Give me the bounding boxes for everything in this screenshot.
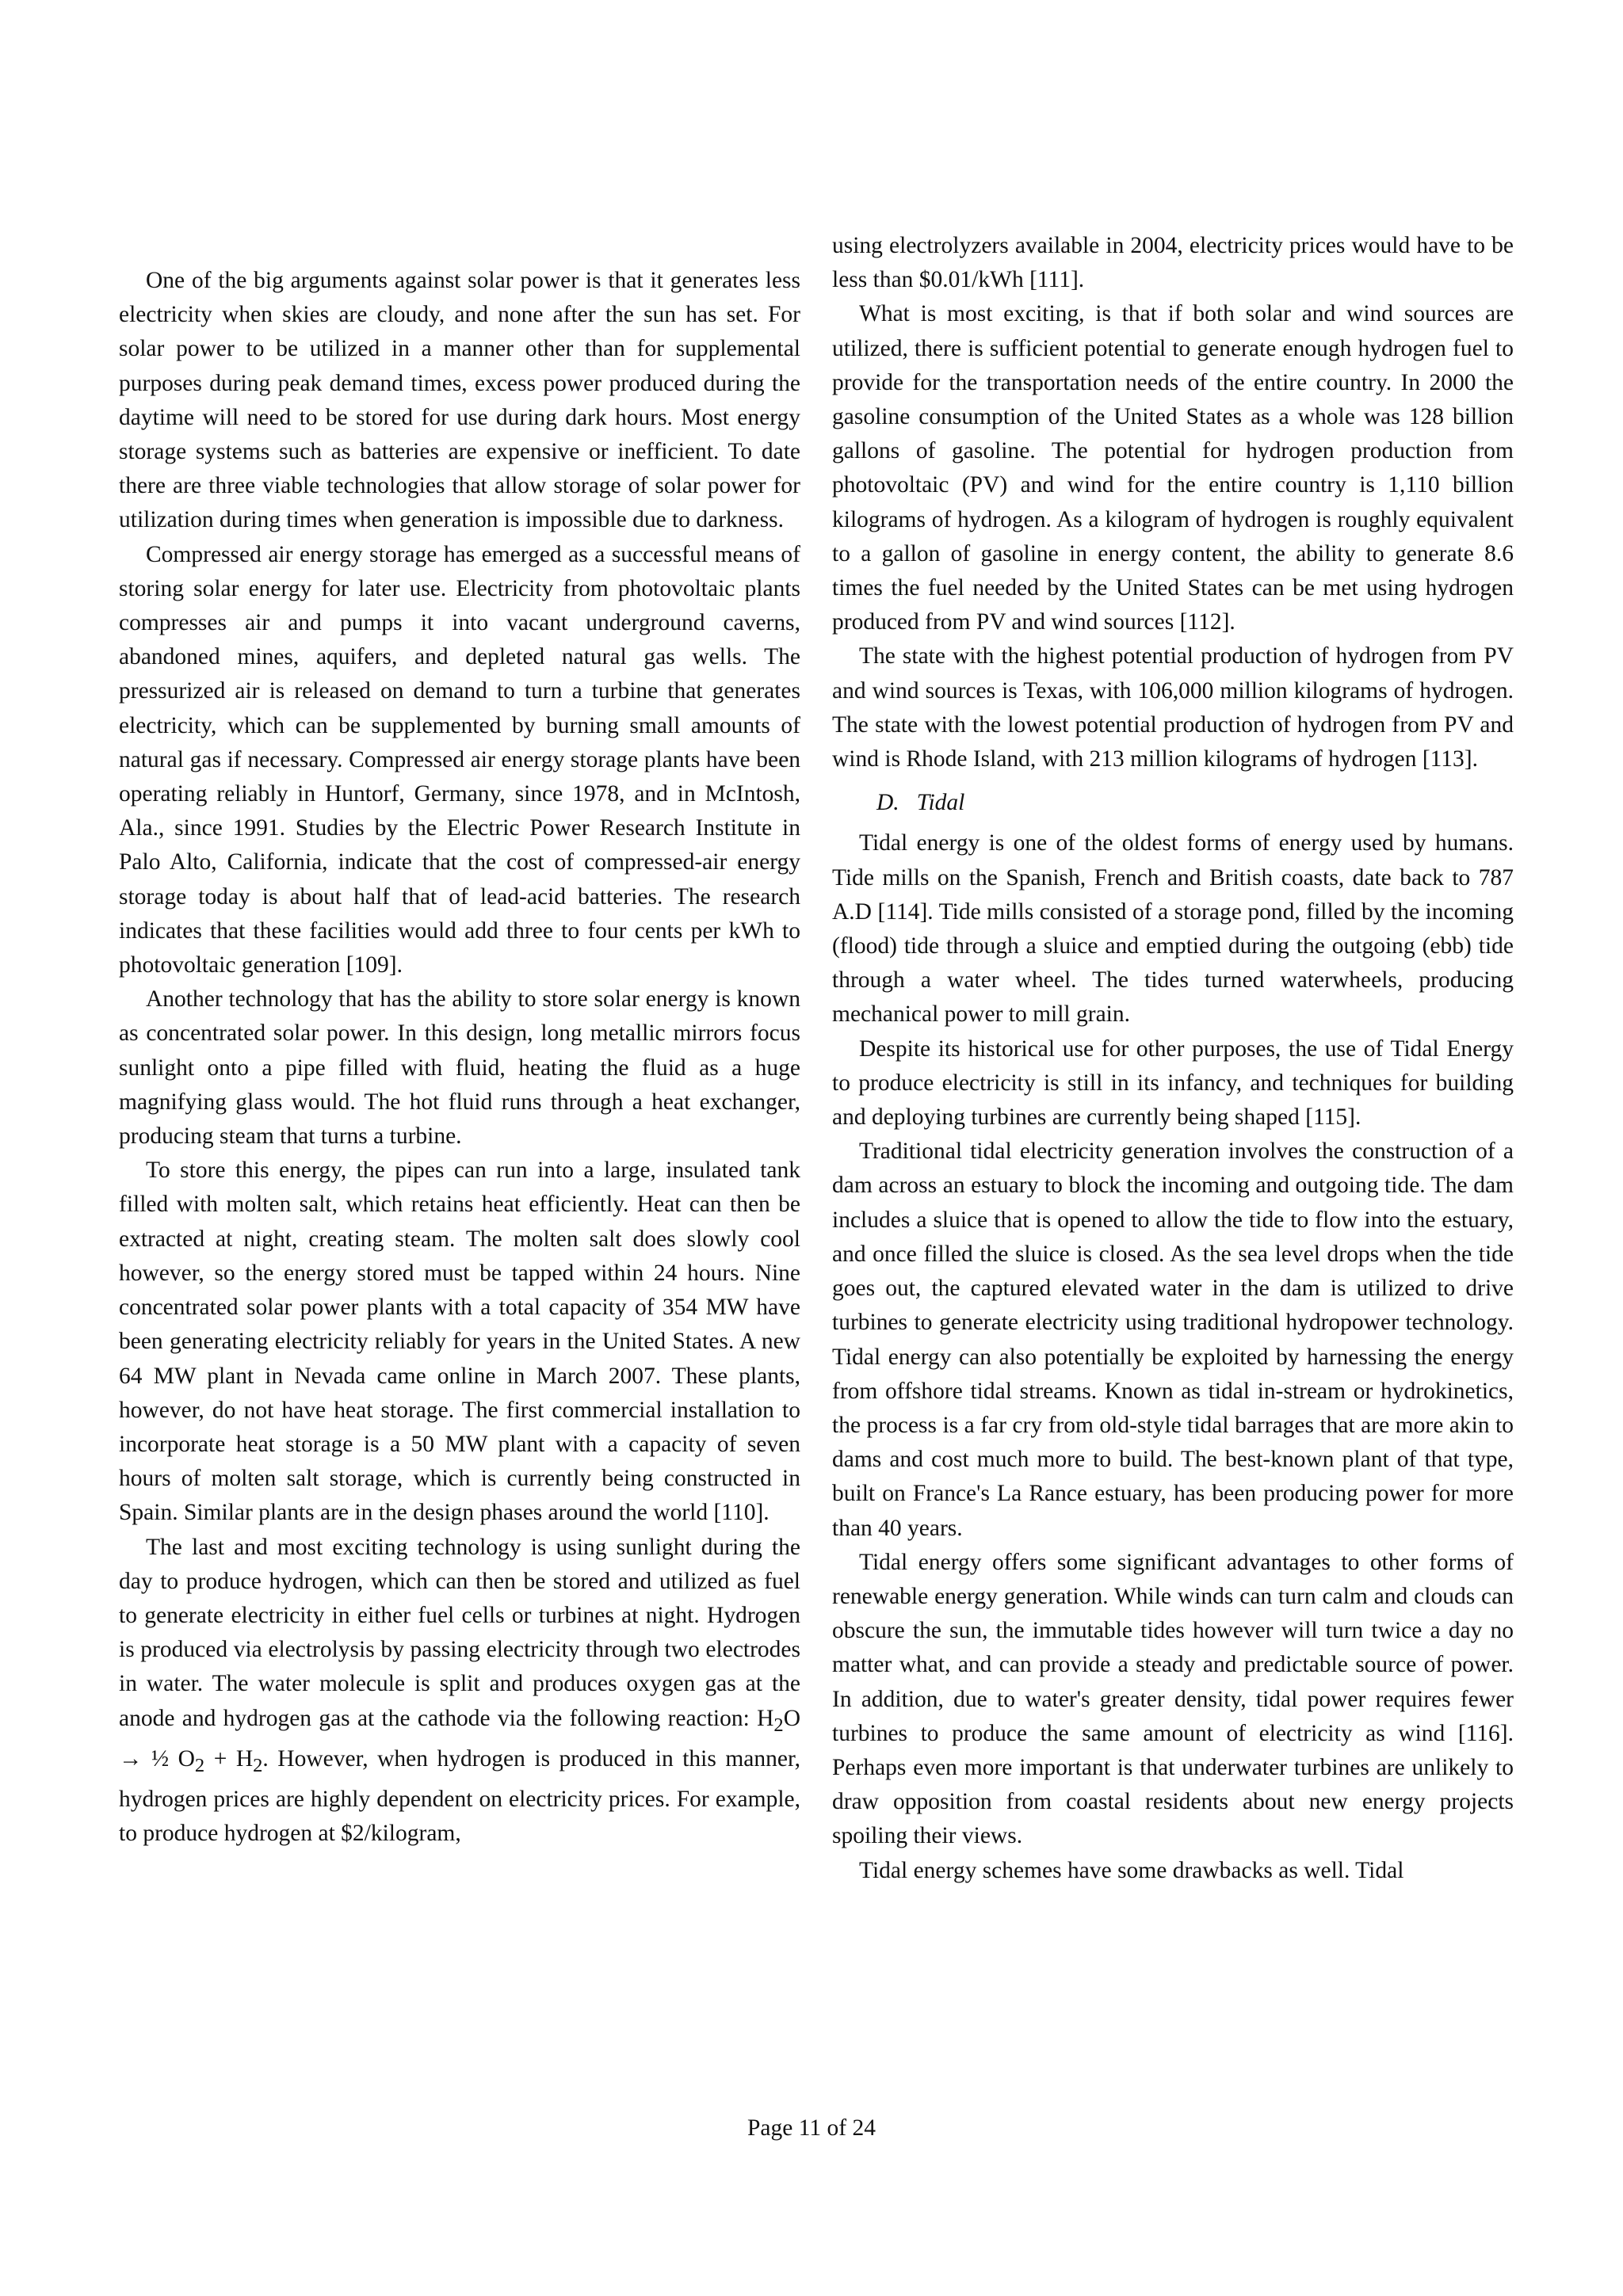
subscript-2: 2 (773, 1714, 784, 1736)
hydrogen-text-4: . However, when hydrogen is produced in this manner, hydrogen prices are highly dependent on electricity prices. For example, to produce hydrogen at $2/kilogram, (119, 1745, 800, 1846)
paragraph-electrolyzer-continued: using electrolyzers available in 2004, electricity prices would have to be less than $0.01/kWh [111]. (832, 233, 1514, 293)
hydrogen-text-3: + H (204, 1745, 254, 1772)
paragraph-tidal-history: Tidal energy is one of the oldest forms of energy used by humans. Tide mills on the Spanish, French and British coasts, date back to 787 A.D [114]. Tide mills consisted of a storage pond, filled by the incoming (flood) tide through a sluice and emptied during the outgoing (ebb) tide through a water wheel. The tides turned waterwheels, producing mechanical power to mill grain. (832, 830, 1514, 1028)
page-number: Page 11 of 24 (747, 2115, 876, 2141)
right-column (832, 229, 1514, 1888)
left-column (119, 264, 800, 1851)
paragraph-tidal-infancy: Despite its historical use for other purposes, the use of Tidal Energy to produce electricity is still in its infancy, and techniques for building and deploying turbines are currently being shaped [115]. (832, 1035, 1514, 1131)
subscript-2: 2 (194, 1754, 205, 1776)
hydrogen-text-1: The last and most exciting technology is using sunlight during the day to produce hydrogen, which can then be stored and utilized as fuel to generate electricity in either fuel cells or turbines at night. Hydrogen is produced via electrolysis by passing electricity through two electrodes in water. The water molecule is split and produces oxygen gas at the anode and hydrogen gas at the cathode via the following reaction: H (119, 1534, 800, 1731)
subscript-2: 2 (253, 1754, 263, 1776)
paragraph-concentrated-solar: Another technology that has the ability to store solar energy is known as concentrated solar power. In this design, long metallic mirrors focus sunlight onto a pipe filled with fluid, heating the fluid as a huge magnifying glass would. The hot fluid runs through a heat exchanger, producing steam that turns a turbine. (119, 986, 800, 1150)
section-heading-label: D. (876, 790, 899, 816)
paragraph-tidal-drawbacks: Tidal energy schemes have some drawbacks as well. Tidal (859, 1857, 1404, 1883)
paragraph-state-potential: The state with the highest potential production of hydrogen from PV and wind sources is Texas, with 106,000 million kilograms of hydrogen. The state with the lowest potential production of hydrogen from PV and wind is Rhode Island, with 213 million kilograms of hydrogen [113]. (832, 643, 1514, 772)
paragraph-solar-storage-intro: One of the big arguments against solar power is that it generates less electricity when skies are cloudy, and none after the sun has set. For solar power to be utilized in a manner other than for supplemental purposes during peak demand times, excess power produced during the daytime will need to be stored for use during dark hours. Most energy storage systems such as batteries are expensive or inefficient. To date there are three viable technologies that allow storage of solar power for utilization during times when generation is impossible due to darkness. (119, 268, 800, 533)
section-heading-tidal (832, 786, 1514, 820)
paragraph-molten-salt: To store this energy, the pipes can run into a large, insulated tank filled with molten salt, which retains heat efficiently. Heat can then be extracted at night, creating steam. The molten salt does slowly cool however, so the energy stored must be tapped within 24 hours. Nine concentrated solar power plants with a total capacity of 354 MW have been generating electricity reliably for years in the United States. A new 64 MW plant in Nevada came online in March 2007. These plants, however, do not have heat storage. The first commercial installation to incorporate heat storage is a 50 MW plant with a capacity of seven hours of molten salt storage, which is currently being constructed in Spain. Similar plants are in the design phases around the world [110]. (119, 1158, 800, 1526)
paragraph-compressed-air: Compressed air energy storage has emerged as a successful means of storing solar energy for later use. Electricity from photovoltaic plants compresses air and pumps it into vacant underground caverns, abandoned mines, aquifers, and depleted natural gas wells. The pressurized air is released on demand to turn a turbine that generates electricity, which can be supplemented by burning small amounts of natural gas if necessary. Compressed air energy storage plants have been operating reliably in Huntorf, Germany, since 1978, and in McIntosh, Ala., since 1991. Studies by the Electric Power Research Institute in Palo Alto, California, indicate that the cost of compressed-air energy storage today is about half that of lead-acid batteries. The research indicates that these facilities would add three to four cents per kWh to photovoltaic generation [109]. (119, 541, 800, 978)
paragraph-tidal-advantages: Tidal energy offers some significant advantages to other forms of renewable energy generation. While winds can turn calm and clouds can obscure the sun, the immutable tides however will turn twice a day no matter what, and can provide a steady and predictable source of power. In addition, due to water's greater density, tidal power requires fewer turbines to produce the same amount of electricity as wind [116]. Perhaps even more important is that underwater turbines are unlikely to draw opposition from coastal residents about new energy projects spoiling their views. (832, 1549, 1514, 1849)
paragraph-hydrogen-potential: What is most exciting, is that if both solar and wind sources are utilized, there is sufficient potential to generate enough hydrogen fuel to provide for the transportation needs of the entire country. In 2000 the gasoline consumption of the United States as a whole was 128 billion gallons of gasoline. The potential for hydrogen production from photovoltaic (PV) and wind for the entire country is 1,110 billion kilograms of hydrogen. As a kilogram of hydrogen is roughly equivalent to a gallon of gasoline in energy content, the ability to generate 8.6 times the fuel needed by the United States can be met using hydrogen produced from PV and wind sources [112]. (832, 301, 1514, 635)
paragraph-hydrogen (119, 1531, 800, 1852)
section-heading-title: Tidal (916, 790, 965, 816)
paragraph-tidal-generation: Traditional tidal electricity generation involves the construction of a dam across an estuary to block the incoming and outgoing tide. The dam includes a sluice that is opened to allow the tide to flow into the estuary, and once filled the sluice is closed. As the sea level drops when the tide goes out, the captured elevated water in the dam is utilized to drive turbines to generate electricity using traditional hydropower technology. Tidal energy can also potentially be exploited by harnessing the energy from offshore tidal streams. Known as tidal in-stream or hydrokinetics, the process is a far cry from old-style tidal barrages that are more akin to dams and cost much more to build. The best-known plant of that type, built on France's La Rance estuary, has been producing power for more than 40 years. (832, 1138, 1514, 1541)
hydrogen-text-2: O → ½ O (119, 1705, 800, 1772)
